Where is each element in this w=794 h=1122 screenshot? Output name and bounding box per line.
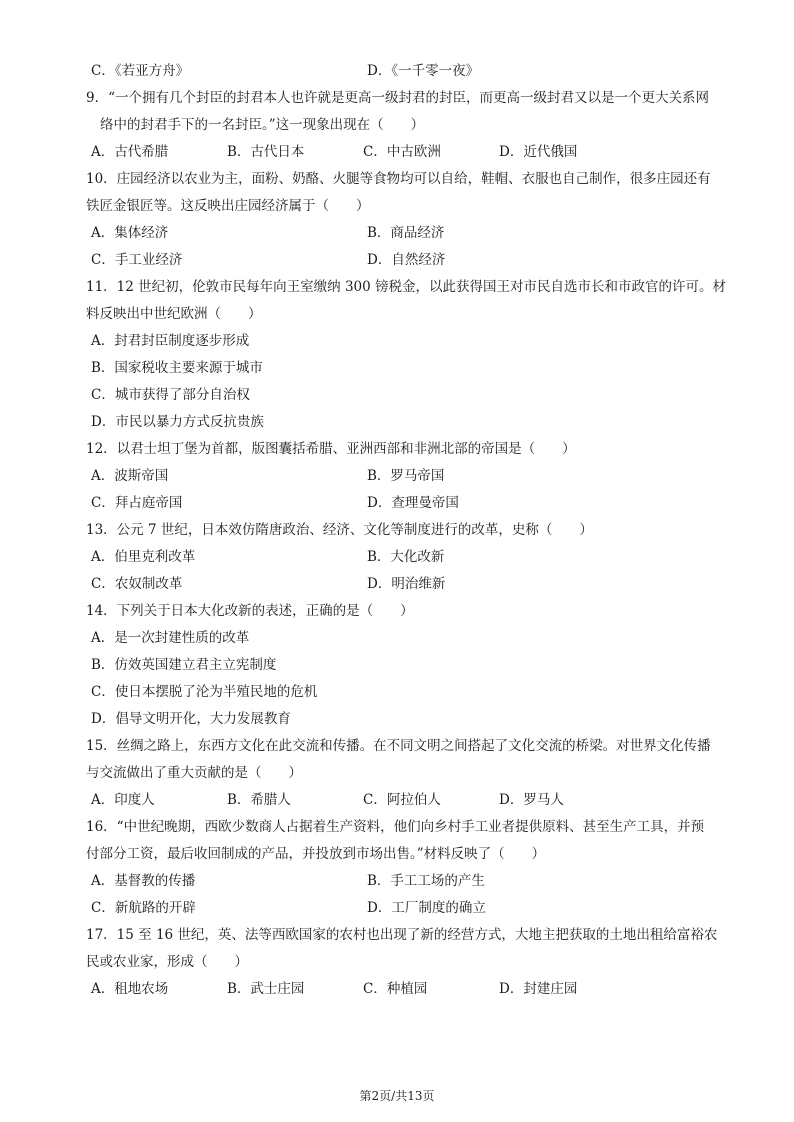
q15-option-c[interactable]: C．阿拉伯人 [363, 792, 441, 808]
q8-option-c[interactable]: C．《若亚方舟》 [91, 63, 190, 79]
q10-option-b[interactable]: B．商品经济 [367, 225, 445, 241]
q17-option-a[interactable]: A．租地农场 [91, 981, 169, 997]
q9-stem-cont: 络中的封君手下的一名封臣。”这一现象出现在（ ） [100, 117, 425, 133]
q13-options-row2 [86, 571, 714, 598]
q15-option-b[interactable]: B．希腊人 [227, 792, 291, 808]
q14-option-d[interactable]: D．倡导文明开化，大力发展教育 [91, 711, 291, 727]
q16-options-row1 [86, 868, 714, 895]
q12-option-b[interactable]: B．罗马帝国 [367, 468, 445, 484]
q14-option-c[interactable]: C．使日本摆脱了沦为半殖民地的危机 [91, 684, 318, 700]
q12-option-d[interactable]: D．查理曼帝国 [367, 495, 459, 511]
q12-option-a[interactable]: A．波斯帝国 [91, 468, 169, 484]
q10-option-a[interactable]: A．集体经济 [91, 225, 169, 241]
q16-option-d[interactable]: D．工厂制度的确立 [367, 900, 486, 916]
q11-stem-cont: 料反映出中世纪欧洲（ ） [86, 306, 262, 322]
q11-stem: 11．12 世纪初，伦敦市民每年向王室缴纳 300 镑税金，以此获得国王对市民自选市长和市政官的许可。材 [86, 279, 726, 295]
q11-option-c[interactable]: C．城市获得了部分自治权 [91, 387, 250, 403]
q9-option-b[interactable]: B．古代日本 [227, 144, 305, 160]
q13-option-c[interactable]: C．农奴制改革 [91, 576, 183, 592]
q11-option-d[interactable]: D．市民以暴力方式反抗贵族 [91, 414, 264, 430]
q16-option-c[interactable]: C．新航路的开辟 [91, 900, 196, 916]
q14-option-a[interactable]: A．是一次封建性质的改革 [91, 630, 250, 646]
q10-stem: 10．庄园经济以农业为主，面粉、奶酪、火腿等食物均可以自给，鞋帽、衣服也自己制作，很多庄园还有 [86, 171, 711, 187]
q12-stem: 12．以君士坦丁堡为首都，版图囊括希腊、亚洲西部和非洲北部的帝国是（ ） [86, 441, 576, 457]
q10-option-d[interactable]: D．自然经济 [367, 252, 446, 268]
q9-stem: 9．“一个拥有几个封臣的封君本人也许就是更高一级封君的封臣，而更高一级封君又以是一个更大关系网 [86, 90, 709, 106]
q16-stem-cont: 付部分工资，最后收回制成的产品，并投放到市场出售。”材料反映了（ ） [86, 846, 546, 862]
q16-options-row2 [86, 895, 714, 922]
q13-option-d[interactable]: D．明治维新 [367, 576, 446, 592]
q14-stem: 14．下列关于日本大化改新的表述，正确的是（ ） [86, 603, 414, 619]
q17-options [86, 976, 714, 1003]
q17-option-d[interactable]: D．封建庄园 [499, 981, 578, 997]
q12-options-row1 [86, 463, 714, 490]
q16-stem: 16．“中世纪晚期，西欧少数商人占据着生产资料，他们向乡村手工业者提供原料、甚至生产工具，并预 [86, 819, 705, 835]
q15-option-d[interactable]: D．罗马人 [499, 792, 564, 808]
q15-stem: 15．丝绸之路上，东西方文化在此交流和传播。在不同文明之间搭起了文化交流的桥梁。对世界文化传播 [86, 738, 711, 754]
q17-option-c[interactable]: C．种植园 [363, 981, 428, 997]
q10-options-row2 [86, 247, 714, 274]
q10-stem-cont: 铁匠金银匠等。这反映出庄园经济属于（ ） [86, 198, 370, 214]
q14-option-b[interactable]: B．仿效英国建立君主立宪制度 [91, 657, 277, 673]
q9-option-c[interactable]: C．中古欧洲 [363, 144, 441, 160]
q10-options-row1 [86, 220, 714, 247]
q17-stem-cont: 民或农业家，形成（ ） [86, 954, 248, 970]
q9-option-a[interactable]: A．古代希腊 [91, 144, 169, 160]
q12-option-c[interactable]: C．拜占庭帝国 [91, 495, 183, 511]
question-list [86, 58, 726, 1003]
q15-options [86, 787, 714, 814]
q16-option-a[interactable]: A．基督教的传播 [91, 873, 196, 889]
q12-options-row2 [86, 490, 714, 517]
q11-option-b[interactable]: B．国家税收主要来源于城市 [91, 360, 263, 376]
q9-options [86, 139, 714, 166]
q10-option-c[interactable]: C．手工业经济 [91, 252, 183, 268]
q16-option-b[interactable]: B．手工工场的产生 [367, 873, 485, 889]
q8-option-d[interactable]: D．《一千零一夜》 [367, 63, 480, 79]
q13-stem: 13．公元 7 世纪，日本效仿隋唐政治、经济、文化等制度进行的改革，史称（ ） [86, 522, 593, 538]
q15-stem-cont: 与交流做出了重大贡献的是（ ） [86, 765, 302, 781]
q13-options-row1 [86, 544, 714, 571]
q13-option-a[interactable]: A．伯里克利改革 [91, 549, 196, 565]
q15-option-a[interactable]: A．印度人 [91, 792, 155, 808]
q9-option-d[interactable]: D．近代俄国 [499, 144, 578, 160]
page-number: 第2页/共13页 [359, 1089, 435, 1103]
q11-option-a[interactable]: A．封君封臣制度逐步形成 [91, 333, 250, 349]
q13-option-b[interactable]: B．大化改新 [367, 549, 445, 565]
q8-options [86, 58, 714, 85]
q17-stem: 17．15 至 16 世纪，英、法等西欧国家的农村也出现了新的经营方式，大地主把获取的土地出租给富裕农 [86, 927, 718, 943]
q17-option-b[interactable]: B．武士庄园 [227, 981, 305, 997]
